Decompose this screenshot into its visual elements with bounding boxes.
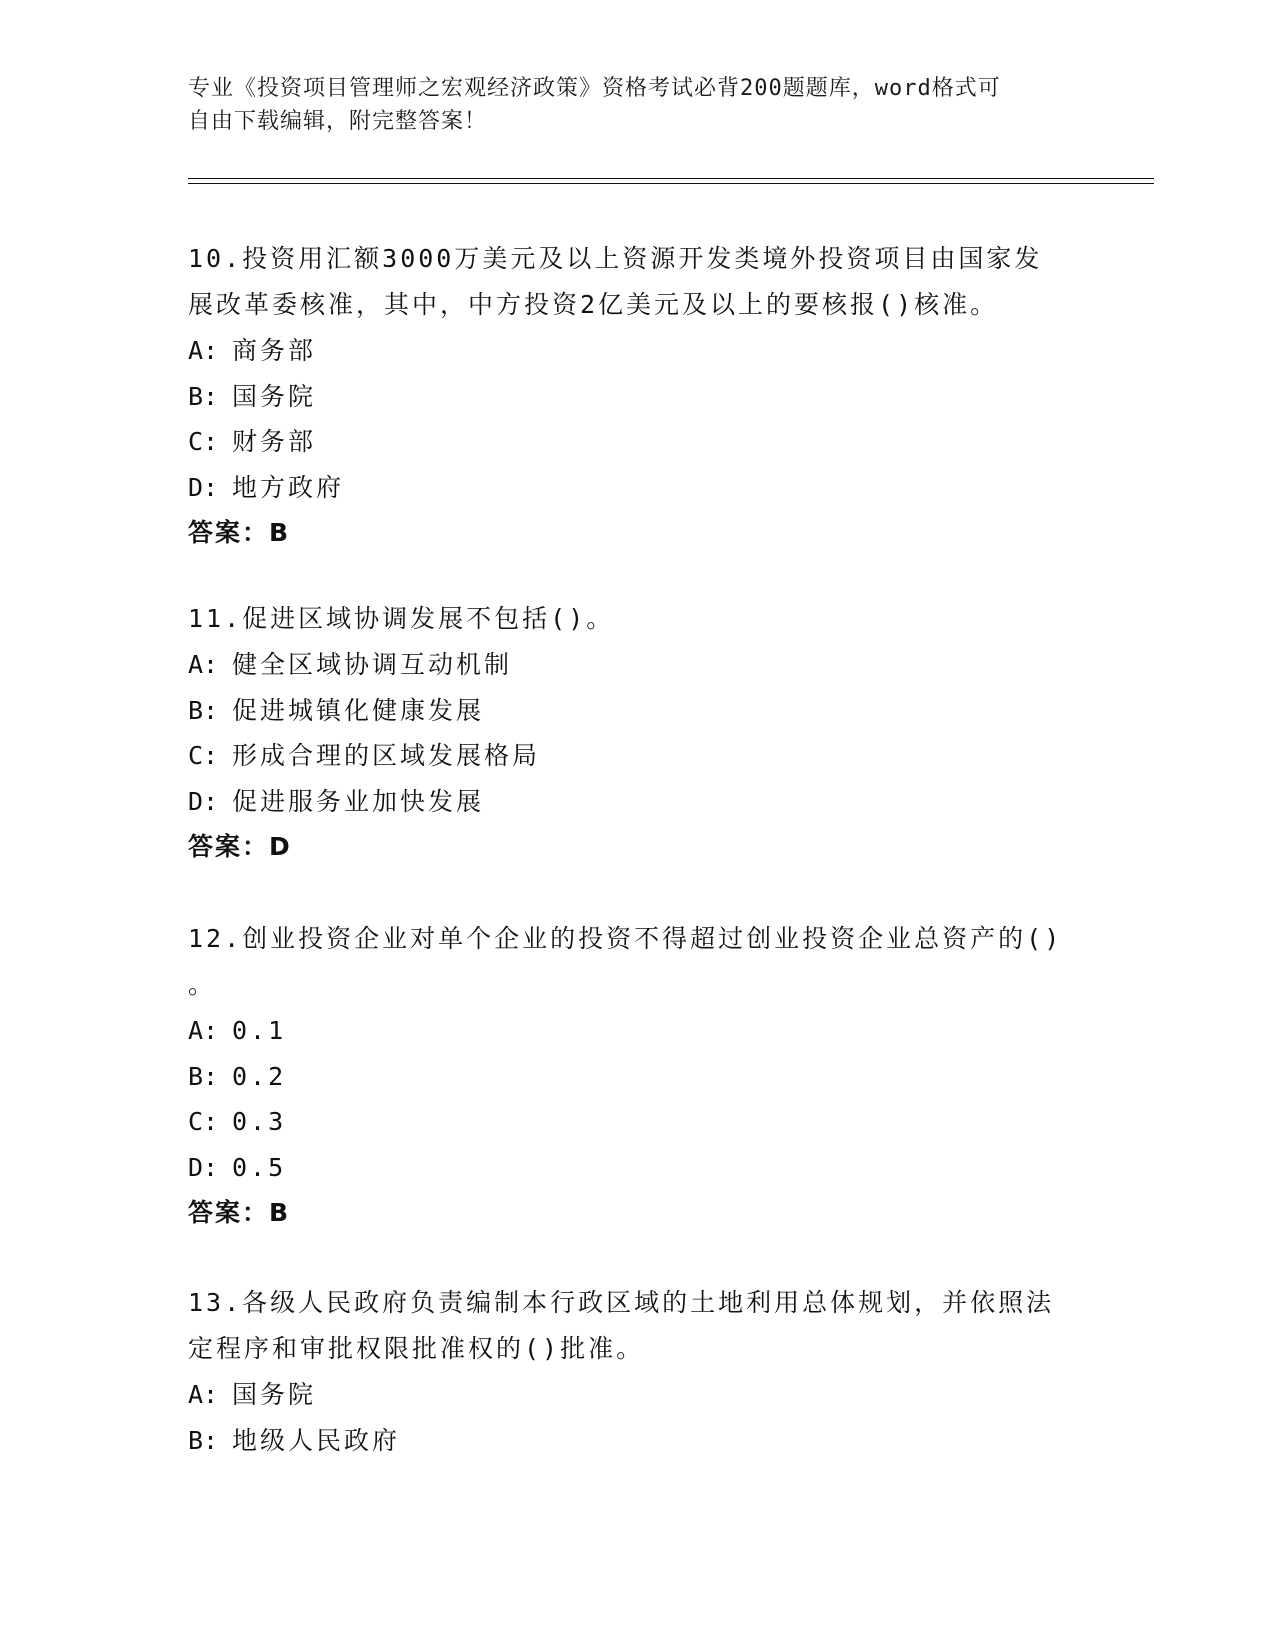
option-letter: C: [188,1107,219,1136]
option-text: 0.1 [232,1016,287,1045]
question-stem-line-1: 11.促进区域协调发展不包括()。 [188,604,615,633]
option-a [188,1008,1088,1054]
option-text: 地级人民政府 [232,1425,401,1455]
header-line-2: 自由下载编辑，附完整答案！ [188,109,488,134]
option-b [188,688,1088,734]
option-text: 国务院 [232,1380,317,1409]
question-stem-line-2: 定程序和审批权限批准权的()批准。 [188,1334,645,1363]
option-text: 商务部 [232,336,317,365]
option-text: 0.3 [232,1107,287,1136]
option-letter: B: [188,695,219,725]
option-letter: B: [188,1425,219,1455]
option-d [188,779,1088,825]
option-letter: B: [188,381,219,411]
option-d [188,465,1088,511]
question-12 [188,916,1088,1236]
answer-label: 答案：B [188,518,291,547]
option-letter: C: [188,427,219,456]
question-stem-line-2: 展改革委核准，其中，中方投资2亿美元及以上的要核报()核准。 [188,290,999,319]
document-header [188,72,1088,138]
option-text: 地方政府 [232,472,345,502]
option-letter: B: [188,1061,219,1091]
question-11 [188,596,1088,870]
option-c [188,1099,1088,1145]
option-a [188,642,1088,688]
question-stem-line-1: 12.创业投资企业对单个企业的投资不得超过创业投资企业总资产的() [188,924,1063,953]
question-stem-line-1: 10.投资用汇额3000万美元及以上资源开发类境外投资项目由国家发 [188,244,1043,273]
option-text: 0.2 [232,1061,287,1091]
option-letter: D: [188,1152,219,1182]
option-text: 健全区域协调互动机制 [232,650,513,679]
option-text: 0.5 [232,1152,287,1182]
option-text: 财务部 [232,427,317,456]
option-a [188,1372,1088,1418]
header-divider-top [188,178,1154,179]
answer-label: 答案：B [188,1198,291,1227]
header-line-1: 专业《投资项目管理师之宏观经济政策》资格考试必背200题题库，word格式可 [188,76,1001,101]
option-d [188,1145,1088,1191]
option-b [188,1418,1088,1464]
question-10 [188,236,1088,556]
option-letter: A: [188,650,219,679]
option-text: 促进城镇化健康发展 [232,695,485,725]
option-b [188,374,1088,420]
option-letter: A: [188,1016,219,1045]
option-text: 形成合理的区域发展格局 [232,741,541,770]
option-a [188,328,1088,374]
question-stem-line-1: 13.各级人民政府负责编制本行政区域的土地利用总体规划，并依照法 [188,1288,1055,1317]
option-c [188,419,1088,465]
option-b [188,1054,1088,1100]
option-letter: A: [188,1380,219,1409]
header-divider-bottom [188,183,1154,184]
answer-label: 答案：D [188,832,292,861]
option-letter: C: [188,741,219,770]
question-stem-line-2: 。 [188,970,217,999]
option-text: 促进服务业加快发展 [232,786,485,816]
option-c [188,733,1088,779]
option-text: 国务院 [232,381,317,411]
option-letter: D: [188,472,219,502]
question-13 [188,1280,1088,1463]
option-letter: D: [188,786,219,816]
option-letter: A: [188,336,219,365]
